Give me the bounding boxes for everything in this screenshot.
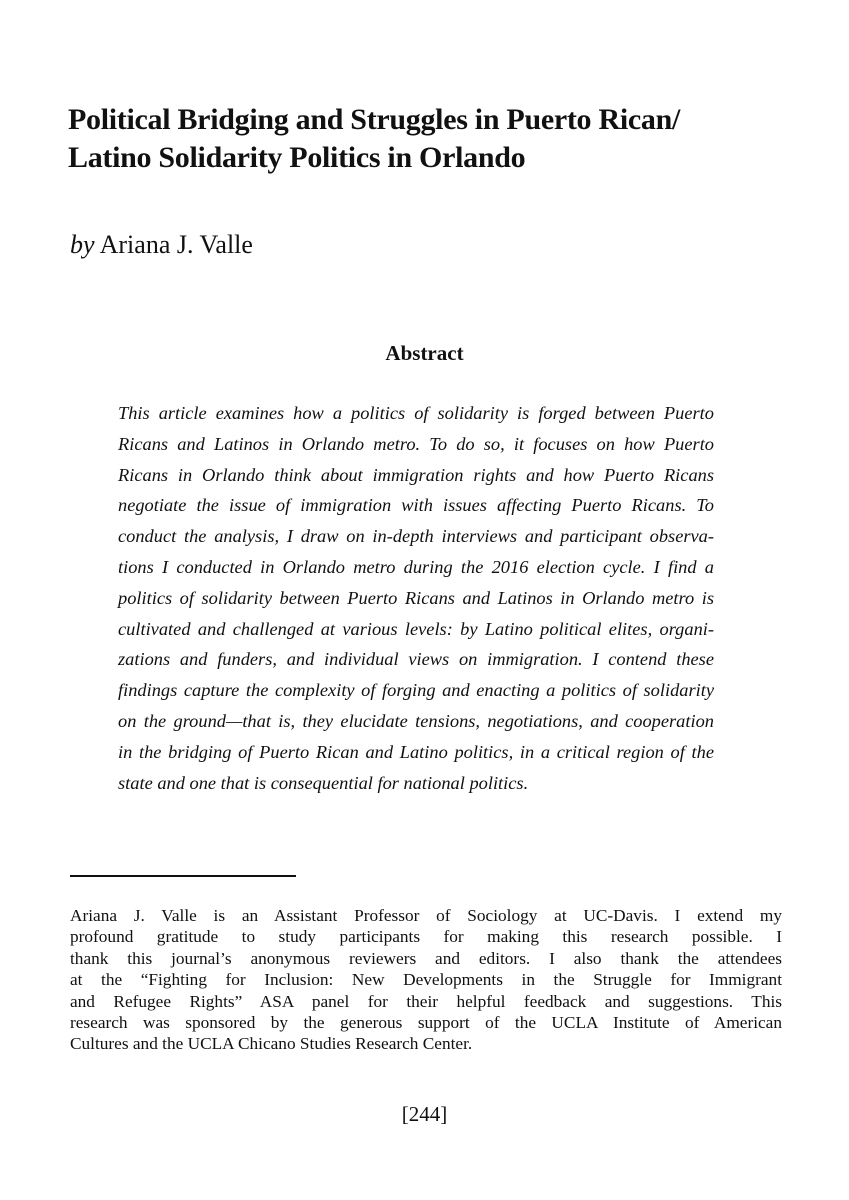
author-footnote — [70, 905, 782, 1055]
abstract-line: cultivated and challenged at various levels: by Latino political elites, organi- — [118, 618, 714, 639]
abstract-heading: Abstract — [385, 341, 464, 365]
abstract-line: conduct the analysis, I draw on in-depth interviews and participant observa- — [118, 526, 714, 547]
page-number: [244] — [401, 1102, 448, 1126]
abstract-body — [118, 398, 714, 798]
abstract-line: Ricans in Orlando think about immigration rights and how Puerto Ricans — [118, 464, 714, 485]
abstract-line: zations and funders, and individual views on immigration. I contend these — [118, 649, 714, 670]
abstract-line: tions I conducted in Orlando metro during the 2016 election cycle. I find a — [118, 556, 714, 577]
article-title-line: Political Bridging and Struggles in Puerto Rican/ — [68, 103, 680, 136]
abstract-line: Ricans and Latinos in Orlando metro. To do so, it focuses on how Puerto — [118, 433, 714, 454]
abstract-line: state and one that is consequential for national politics. — [118, 772, 529, 793]
abstract-line: findings capture the complexity of forging and enacting a politics of solidarity — [118, 680, 714, 701]
footnote-divider — [70, 875, 296, 877]
abstract-line: This article examines how a politics of solidarity is forged between Puerto — [118, 403, 714, 423]
footnote-line: Cultures and the UCLA Chicano Studies Research Center. — [70, 1034, 473, 1054]
author-name: Ariana J. Valle — [99, 230, 253, 259]
byline — [70, 229, 253, 261]
abstract-line: politics of solidarity between Puerto Ricans and Latinos in Orlando metro is — [118, 587, 714, 608]
abstract-line: on the ground—that is, they elucidate tensions, negotiations, and cooperation — [118, 710, 714, 731]
footnote-line: thank this journal’s anonymous reviewers and editors. I also thank the attendees — [70, 948, 782, 968]
footnote-line: research was sponsored by the generous support of the UCLA Institute of American — [70, 1012, 782, 1032]
footnote-line: profound gratitude to study participants for making this research possible. I — [70, 927, 782, 947]
abstract-line: negotiate the issue of immigration with issues affecting Puerto Ricans. To — [118, 495, 714, 516]
byline-prefix: by — [70, 230, 95, 259]
abstract-line: in the bridging of Puerto Rican and Latino politics, in a critical region of the — [118, 741, 714, 762]
footnote-line: Ariana J. Valle is an Assistant Professor of Sociology at UC-Davis. I extend my — [70, 906, 782, 925]
article-title — [68, 101, 788, 177]
article-title-line: Latino Solidarity Politics in Orlando — [68, 141, 526, 174]
footnote-line: and Refugee Rights” ASA panel for their helpful feedback and suggestions. This — [70, 991, 782, 1011]
footnote-line: at the “Fighting for Inclusion: New Developments in the Struggle for Immigrant — [70, 970, 782, 990]
